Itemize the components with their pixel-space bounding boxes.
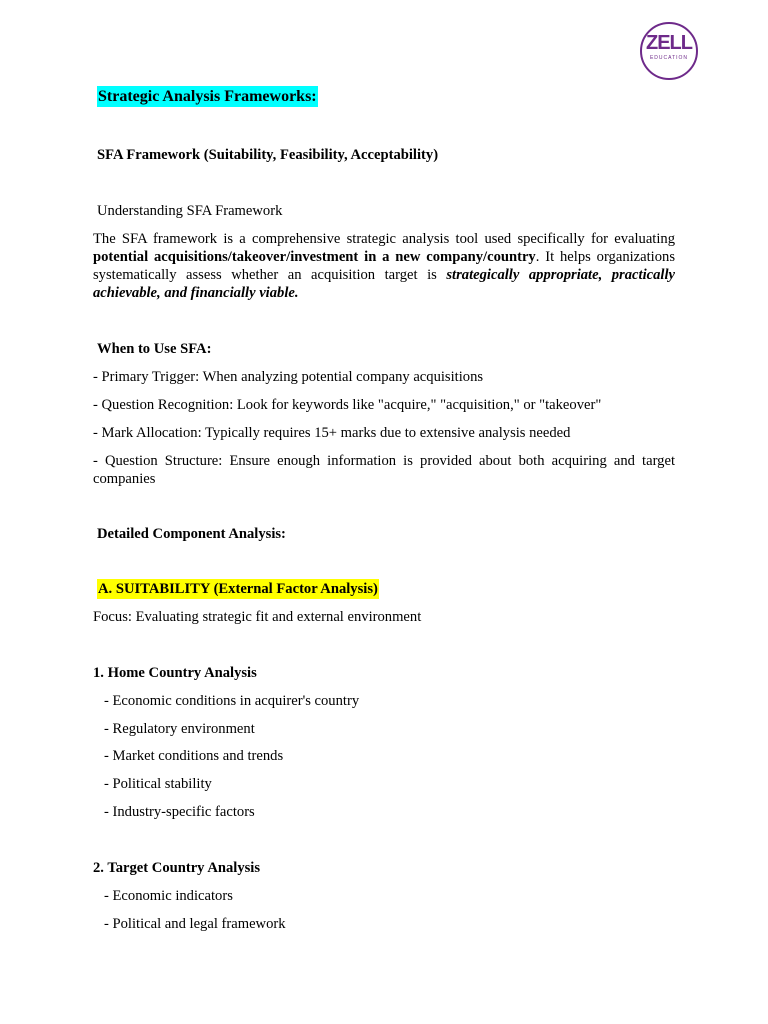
logo-wordmark: ZELL [646, 32, 692, 54]
page-title-block [97, 88, 679, 106]
focus-text: Focus: Evaluating strategic fit and external environment [93, 609, 422, 625]
suitability-heading: A. SUITABILITY (External Factor Analysis) [98, 581, 378, 597]
zell-education-logo [640, 22, 698, 80]
when-item: - Mark Allocation: Typically requires 15+ marks due to extensive analysis needed [93, 425, 571, 441]
target-list-item: - Economic indicators [104, 888, 233, 904]
target-list-item: - Political and legal framework [104, 916, 286, 932]
home-list-item: - Market conditions and trends [104, 748, 284, 764]
detailed-heading: Detailed Component Analysis: [97, 526, 286, 542]
home-country-heading: 1. Home Country Analysis [93, 665, 257, 681]
home-list-item: - Economic conditions in acquirer's country [104, 693, 360, 709]
intro-paragraph [93, 230, 675, 302]
intro-text-1: The SFA framework is a comprehensive strategic analysis tool used specifically for evaluating [93, 231, 675, 247]
sfa-heading: SFA Framework (Suitability, Feasibility, Acceptability) [97, 147, 439, 163]
page-title: Strategic Analysis Frameworks: [98, 88, 317, 105]
home-list-item: - Industry-specific factors [104, 804, 255, 820]
when-item: - Question Recognition: Look for keywords like "acquire," "acquisition," or "takeover" [93, 397, 602, 413]
logo-subtext: EDUCATION [649, 55, 689, 61]
intro-text-2: . It helps organizations systematically assess whether an acquisition target is [93, 249, 676, 283]
when-item: - Primary Trigger: When analyzing potential company acquisitions [93, 369, 484, 385]
target-country-heading: 2. Target Country Analysis [93, 860, 261, 876]
home-list-item: - Political stability [104, 776, 212, 792]
understanding-heading: Understanding SFA Framework [97, 203, 283, 219]
when-to-use-heading: When to Use SFA: [97, 341, 212, 357]
suitability-heading-block [97, 580, 679, 598]
home-list-item: - Regulatory environment [104, 721, 255, 737]
intro-bold-italic-text: strategically appropriate, practically achievable, and financially viable. [93, 267, 675, 301]
when-item: - Question Structure: Ensure enough information is provided about both acquiring and target companies [93, 453, 675, 487]
intro-bold-text: potential acquisitions/takeover/investment in a new company/country [93, 249, 536, 265]
